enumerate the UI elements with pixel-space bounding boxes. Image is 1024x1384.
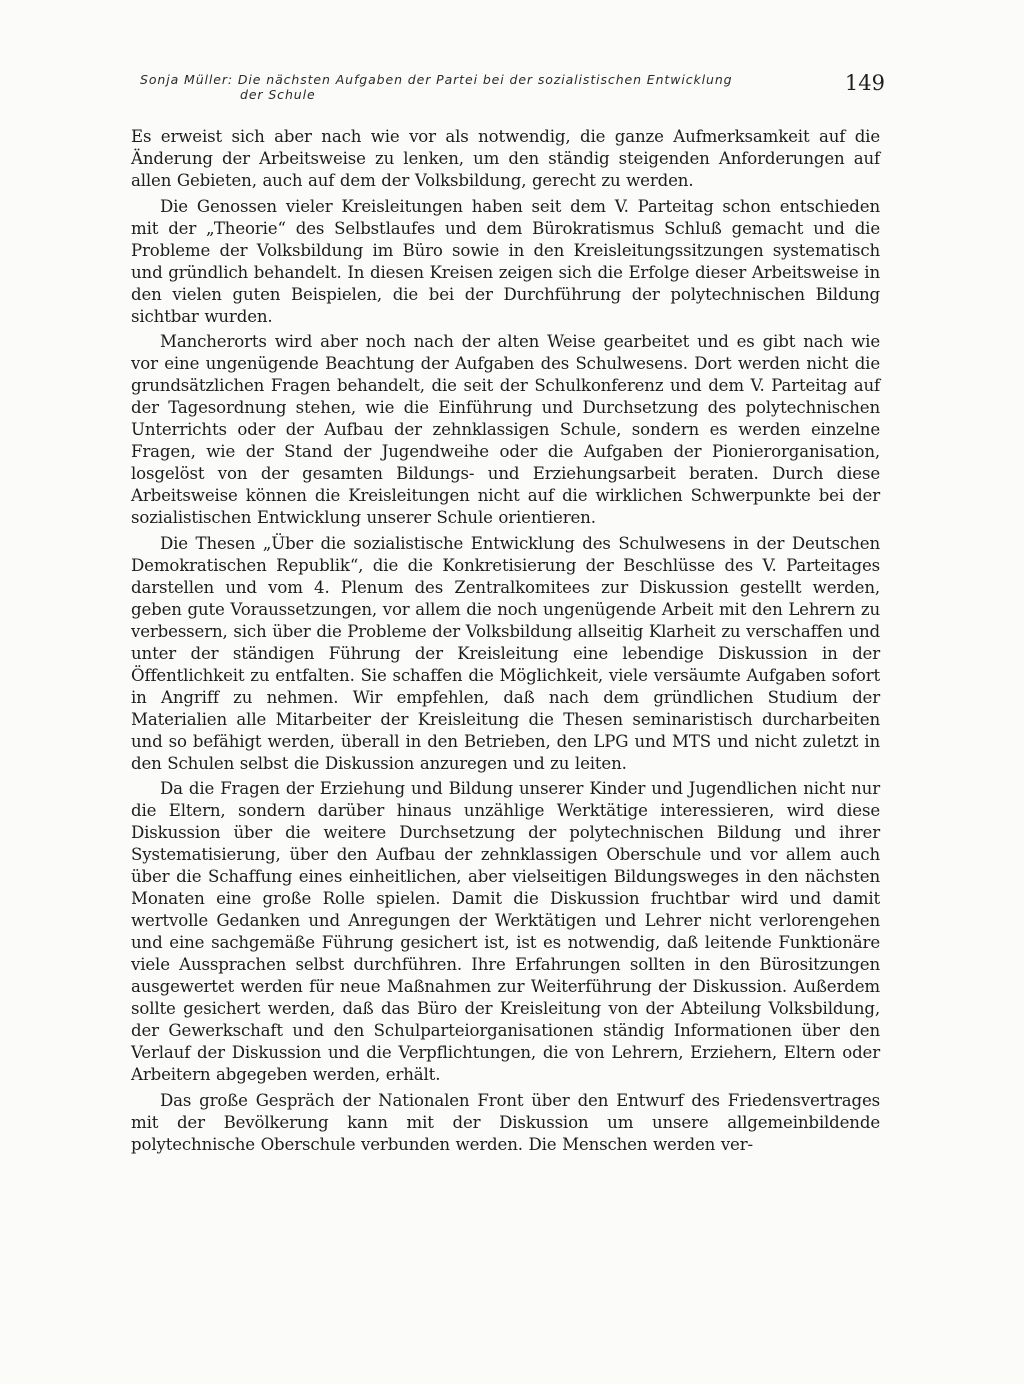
running-title bbox=[140, 72, 800, 102]
page-header bbox=[140, 70, 885, 106]
paragraph-4: Die Thesen „Über die sozialistische Entwicklung des Schulwesens in der Deutschen Demokratischen Republik“, die die Konkretisierung der Beschlüsse des V. Parteitages darstellen und vom 4. Plenum des Zentralkomitees zur Diskussion gestellt werden, geben gute Voraussetzungen, vor allem die noch ungenügende Arbeit mit den Lehrern zu verbessern, sich über die Probleme der Volksbildung allseitig Klarheit zu verschaffen und unter der ständigen Führung der Kreisleitung eine lebendige Diskussion in der Öffentlichkeit zu entfalten. Sie schaffen die Möglichkeit, viele versäumte Aufgaben sofort in Angriff zu nehmen. Wir empfehlen, daß nach dem gründlichen Studium der Materialien alle Mitarbeiter der Kreisleitung die Thesen seminaristisch durcharbeiten und so befähigt werden, überall in den Betrieben, den LPG und MTS und nicht zuletzt in den Schulen selbst die Diskussion anzuregen und zu leiten. bbox=[131, 533, 880, 773]
paragraph-6: Das große Gespräch der Nationalen Front über den Entwurf des Friedensvertrages mit der Bevölkerung kann mit der Diskussion um unsere allgemeinbildende polytechnische Oberschule verbunden werden. Die Menschen werden ver- bbox=[131, 1090, 880, 1154]
running-title-line-1: Sonja Müller: Die nächsten Aufgaben der Partei bei der sozialistischen Entwicklung bbox=[140, 72, 733, 87]
paragraph-1: Es erweist sich aber nach wie vor als notwendig, die ganze Aufmerksamkeit auf die Änderung der Arbeitsweise zu lenken, um den ständig steigenden Anforderungen auf allen Gebieten, auch auf dem der Volksbildung, gerecht zu werden. bbox=[131, 127, 880, 190]
body-text bbox=[131, 126, 880, 1159]
paragraph-2: Die Genossen vieler Kreisleitungen haben seit dem V. Parteitag schon entschieden mit der „Theorie“ des Selbstlaufes und dem Bürokratismus Schluß gemacht und die Probleme der Volksbildung im Büro sowie in den Kreisleitungssitzungen systematisch und gründlich behandelt. In diesen Kreisen zeigen sich die Erfolge dieser Arbeitsweise in den vielen guten Beispielen, die bei der Durchführung der polytechnischen Bildung sichtbar wurden. bbox=[131, 196, 880, 326]
paragraph-3: Mancherorts wird aber noch nach der alten Weise gearbeitet und es gibt nach wie vor eine ungenügende Beachtung der Aufgaben des Schulwesens. Dort werden nicht die grundsätzlichen Fragen behandelt, die seit der Schulkonferenz und dem V. Parteitag auf der Tagesordnung stehen, wie die Einführung und Durchsetzung des polytechnischen Unterrichts oder der Aufbau der zehnklassigen Schule, sondern es werden einzelne Fragen, wie der Stand der Jugendweihe oder die Aufgaben der Pionierorganisation, losgelöst von der gesamten Bildungs- und Erziehungsarbeit beraten. Durch diese Arbeitsweise können die Kreisleitungen nicht auf die wirklichen Schwerpunkte bei der sozialistischen Entwicklung unserer Schule orientieren. bbox=[131, 332, 880, 527]
page-number: 149 bbox=[844, 71, 885, 95]
running-title-line-2: der Schule bbox=[240, 87, 316, 102]
paragraph-5: Da die Fragen der Erziehung und Bildung unserer Kinder und Jugendlichen nicht nur die Eltern, sondern darüber hinaus unzählige Werktätige interessieren, wird diese Diskussion über die weitere Durchsetzung der polytechnischen Bildung und ihrer Systematisierung, über den Aufbau der zehnklassigen Oberschule und vor allem auch über die Schaffung eines einheitlichen, aber vielseitigen Bildungsweges in den nächsten Monaten eine große Rolle spielen. Damit die Diskussion fruchtbar wird und damit wertvolle Gedanken und Anregungen der Werktätigen und Lehrer nicht verlorengehen und eine sachgemäße Führung gesichert ist, ist es notwendig, daß leitende Funktionäre viele Aussprachen selbst durchführen. Ihre Erfahrungen sollten in den Bürositzungen ausgewertet werden für neue Maßnahmen zur Weiterführung der Diskussion. Außerdem sollte gesichert werden, daß das Büro der Kreisleitung von der Abteilung Volksbildung, der Gewerkschaft und den Schulparteiorganisationen ständig Informationen über den Verlauf der Diskussion und die Verpflichtungen, die von Lehrern, Erziehern, Eltern oder Arbeitern abgegeben werden, erhält. bbox=[131, 779, 880, 1084]
